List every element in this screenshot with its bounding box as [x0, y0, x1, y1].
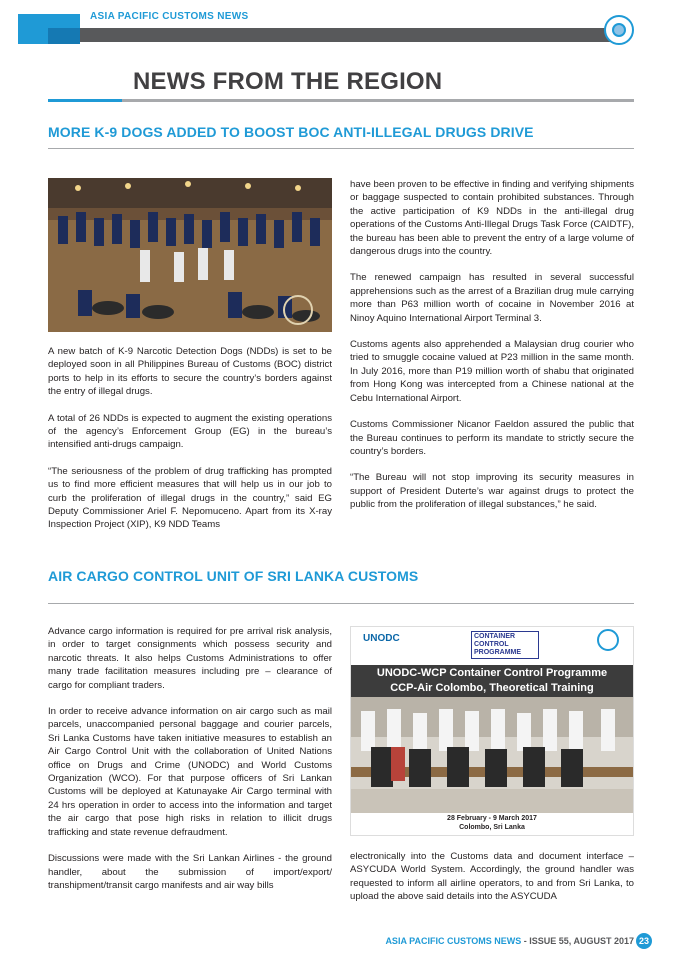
paragraph: In order to receive advance information on air cargo such as mail parcels, unaccompanied personal baggage and courier parcels, Sri Lanka Customs have taken initiative measures to establish an Air Cargo Control Unit with the collaboration of United Nations office on Drugs and Crime (UNODC) and World Customs Organization (WCO). For that purpose officers of Sri Lankan Customs will be deployed at Katunayake Air Cargo terminal with 24 hrs operation in order to access into the information and target the air cargo that pose high risks in relation to illicit drugs trafficking and state revenue defraudment.	[48, 706, 332, 838]
paragraph: The renewed campaign has resulted in several successful apprehensions such as the arrest of a Brazilian drug mule carrying more than P63 million worth of cocaine in November 2016 at Ninoy Aquino International Airport Terminal 3.	[350, 272, 634, 324]
article1-right-column	[350, 178, 634, 512]
article2-rule	[48, 603, 634, 604]
header-blue-accent	[48, 28, 80, 44]
header-publication: ASIA PACIFIC CUSTOMS NEWS	[90, 11, 249, 22]
page-number: 23	[636, 933, 652, 949]
footer-text	[385, 936, 634, 946]
article2-left-column	[48, 625, 332, 892]
photo-place: Colombo, Sri Lanka	[459, 824, 525, 831]
footer-publication: ASIA PACIFIC CUSTOMS NEWS	[385, 936, 522, 946]
photo-dates: 28 February - 9 March 2017	[447, 815, 537, 822]
paragraph: A new batch of K-9 Narcotic Detection Dogs (NDDs) is set to be deployed soon in all Philippines Bureau of Customs (BOC) district ports to help in its efforts to secure the country’s borders against the entry of illegal drugs.	[48, 346, 332, 398]
paragraph: electronically into the Customs data and document interface – ASYCUDA World System. Accordingly, the ground handler was requested to inform all airline operators, to and from Sri Lanka, to upload the above said details into the ASYCUDA	[350, 851, 634, 903]
paragraph: Customs Commissioner Nicanor Faeldon assured the public that the Bureau continues to perform its mandate to strictly secure the country’s borders.	[350, 419, 634, 457]
paragraph: Customs agents also apprehended a Malaysian drug courier who tried to smuggle cocaine valued at P23 million in the same month. In July 2016, more than P19 million worth of shabu that originated from Hong Kong was intercepted from a Chinese national at the Cebu International Airport.	[350, 339, 634, 404]
footer-issue: - ISSUE 55, AUGUST 2017	[521, 936, 634, 946]
paragraph: “The Bureau will not stop improving its security measures in support of President Duterte’s war against drugs to protect the public from the proliferation of illegal substances,” he said.	[350, 472, 634, 511]
section-title: NEWS FROM THE REGION	[133, 68, 443, 95]
paragraph: “The seriousness of the problem of drug trafficking has prompted us to find more efficient measures that will help us in our job to curb the proliferation of illegal drugs in the country,” said EG Deputy Commissioner Ariel F. Nepomuceno. Apart from its X-ray Inspection Project (XIP), K9 NDD Teams	[48, 465, 332, 531]
k9-dogs-photo	[48, 178, 332, 332]
photo-banner-line1: UNODC-WCP Container Control Programme	[351, 665, 633, 681]
header-grey-bar	[80, 28, 610, 42]
section-title-accent	[48, 99, 122, 102]
article2-right-column	[350, 850, 634, 904]
paragraph: A total of 26 NDDs is expected to augment the existing operations of the agency’s Enforcement Group (EG) in the bureau’s intensified anti-drugs campaign.	[48, 412, 332, 451]
article2-title: AIR CARGO CONTROL UNIT OF SRI LANKA CUSTOMS	[48, 568, 419, 584]
wco-logo-icon	[604, 15, 634, 45]
paragraph: Discussions were made with the Sri Lankan Airlines - the ground handler, about the submission of import/export/ transhipment/transit cargo manifests and air way bills	[48, 853, 332, 891]
section-title-rule	[122, 99, 634, 102]
paragraph: have been proven to be effective in finding and verifying shipments or baggage suspected to contain prohibited substances. Through the active participation of K9 NDDs in the anti-illegal drug operations of the Customs Anti-Illegal Drugs Task Force (CAIDTF), the bureau has been able to prevent the entry of a large volume of dangerous drugs into the country.	[350, 179, 634, 258]
group-photo	[351, 697, 633, 813]
article1-title: MORE K-9 DOGS ADDED TO BOOST BOC ANTI-ILLEGAL DRUGS DRIVE	[48, 124, 534, 140]
wco-logo-icon	[597, 629, 619, 651]
ccp-logo-text: CONTAINER CONTROL PROGRAMME	[471, 631, 539, 659]
article1-left-column	[48, 345, 332, 532]
unodc-logo-text: UNODC	[363, 633, 400, 644]
paragraph: Advance cargo information is required for pre arrival risk analysis, in order to target consignments which possess security and narcotic threats. It also helps Customs Administrations to offer many trade facilitation measures including pre – clearance of cargo for compliant traders.	[48, 626, 332, 691]
photo-banner-line2: CCP-Air Colombo, Theoretical Training	[351, 681, 633, 697]
article1-rule	[48, 148, 634, 149]
ccp-training-photo	[350, 626, 634, 836]
